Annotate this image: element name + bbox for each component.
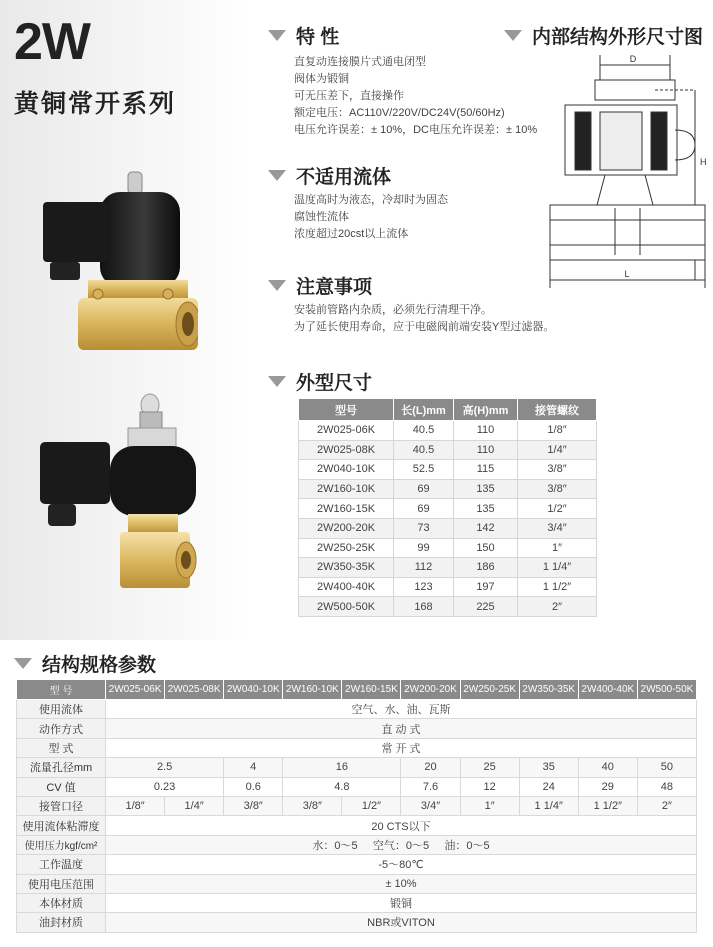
row-label: 使用流体粘滞度 xyxy=(17,816,106,835)
table-cell: 2W350-35K xyxy=(299,558,394,578)
table-cell: 1/4″ xyxy=(518,440,597,460)
triangle-icon xyxy=(504,30,522,41)
table-cell: 135 xyxy=(454,479,518,499)
table-cell: 29 xyxy=(578,777,637,796)
features-heading: 特 性 xyxy=(268,22,339,49)
table-cell: 2W500-50K xyxy=(299,597,394,617)
table-cell: 1″ xyxy=(460,796,519,815)
table-cell: 2W400-40K xyxy=(299,577,394,597)
table-cell: 48 xyxy=(637,777,696,796)
internal-structure-diagram xyxy=(545,50,710,290)
table-cell: 锻铜 xyxy=(106,893,697,912)
column-header: 长(L)mm xyxy=(394,399,454,421)
table-row xyxy=(17,738,697,757)
unsuitable-fluid-list: 温度高时为液态，冷却时为固态 腐蚀性流体 浓度超过20cst以上流体 xyxy=(294,194,448,240)
row-label: 使用流体 xyxy=(17,700,106,719)
table-cell: 3/8″ xyxy=(224,796,283,815)
table-row xyxy=(299,421,597,441)
table-cell: 2W040-10K xyxy=(299,460,394,480)
column-header: 2W500-50K xyxy=(637,680,696,700)
table-cell: 3/4″ xyxy=(518,518,597,538)
table-row xyxy=(17,855,697,874)
table-cell: 112 xyxy=(394,558,454,578)
column-header: 2W040-10K xyxy=(224,680,283,700)
table-row xyxy=(17,719,697,738)
triangle-icon xyxy=(268,376,286,387)
table-cell: 2.5 xyxy=(106,758,224,777)
table-cell: 1 1/2″ xyxy=(518,577,597,597)
row-label: CV 值 xyxy=(17,777,106,796)
table-cell: 24 xyxy=(519,777,578,796)
table-row xyxy=(17,816,697,835)
table-cell: 1 1/2″ xyxy=(578,796,637,815)
features-list: 直复动连接膜片式通电闭型 阀体为锻铜 可无压差下，直接操作 额定电压：AC110V/220V/DC24V(50/60Hz) 电压允许误差：± 10%，DC电压允许误差：± 10% xyxy=(294,56,538,136)
table-cell: 1/8″ xyxy=(106,796,165,815)
column-header: 接管螺纹 xyxy=(518,399,597,421)
table-cell: 12 xyxy=(460,777,519,796)
table-cell: 73 xyxy=(394,518,454,538)
table-cell: 40.5 xyxy=(394,421,454,441)
table-row xyxy=(299,460,597,480)
table-cell: 水：0～5 空气：0～5 油：0～5 xyxy=(106,835,697,854)
table-row xyxy=(17,796,697,815)
table-row xyxy=(299,538,597,558)
table-cell: 135 xyxy=(454,499,518,519)
table-cell: 2″ xyxy=(637,796,696,815)
column-header: 型 号 xyxy=(17,680,106,700)
column-header: 2W160-15K xyxy=(342,680,401,700)
table-cell: 2″ xyxy=(518,597,597,617)
table-row xyxy=(299,558,597,578)
column-header: 型号 xyxy=(299,399,394,421)
spec-table xyxy=(16,679,697,933)
table-cell: -5～80℃ xyxy=(106,855,697,874)
table-cell: 3/8″ xyxy=(518,479,597,499)
row-label: 本体材质 xyxy=(17,893,106,912)
table-row xyxy=(17,893,697,912)
table-cell: 4 xyxy=(224,758,283,777)
column-header: 2W025-08K xyxy=(165,680,224,700)
table-row xyxy=(299,577,597,597)
table-cell: 52.5 xyxy=(394,460,454,480)
table-cell: 150 xyxy=(454,538,518,558)
table-row xyxy=(299,479,597,499)
table-cell: 2W025-08K xyxy=(299,440,394,460)
table-cell: 空气、水、油、瓦斯 xyxy=(106,700,697,719)
table-cell: 186 xyxy=(454,558,518,578)
row-label: 流量孔径mm xyxy=(17,758,106,777)
row-label: 接管口径 xyxy=(17,796,106,815)
table-cell: 40 xyxy=(578,758,637,777)
table-cell: 168 xyxy=(394,597,454,617)
table-cell: 25 xyxy=(460,758,519,777)
table-cell: 7.6 xyxy=(401,777,460,796)
table-cell: 4.8 xyxy=(283,777,401,796)
table-cell: 1/2″ xyxy=(342,796,401,815)
table-row xyxy=(17,700,697,719)
table-cell: 1″ xyxy=(518,538,597,558)
triangle-icon xyxy=(268,30,286,41)
table-cell: 1/4″ xyxy=(165,796,224,815)
table-cell: 0.23 xyxy=(106,777,224,796)
table-row xyxy=(299,597,597,617)
table-cell: 99 xyxy=(394,538,454,558)
table-header-row xyxy=(17,680,697,700)
table-cell: 2W200-20K xyxy=(299,518,394,538)
column-header: 2W025-06K xyxy=(106,680,165,700)
row-label: 使用压力kgf/cm² xyxy=(17,835,106,854)
table-cell: 225 xyxy=(454,597,518,617)
table-row xyxy=(17,758,697,777)
table-row xyxy=(299,499,597,519)
table-cell: 20 CTS以下 xyxy=(106,816,697,835)
column-header: 2W160-10K xyxy=(283,680,342,700)
table-cell: 142 xyxy=(454,518,518,538)
table-cell: 2W160-15K xyxy=(299,499,394,519)
column-header: 2W400-40K xyxy=(578,680,637,700)
table-cell: 1/8″ xyxy=(518,421,597,441)
table-cell: 110 xyxy=(454,440,518,460)
table-cell: 115 xyxy=(454,460,518,480)
svg-text:H: H xyxy=(700,157,707,167)
table-row xyxy=(17,874,697,893)
table-cell: 0.6 xyxy=(224,777,283,796)
table-cell: 2W160-10K xyxy=(299,479,394,499)
table-cell: 3/8″ xyxy=(518,460,597,480)
table-header-row xyxy=(299,399,597,421)
row-label: 型 式 xyxy=(17,738,106,757)
svg-text:D: D xyxy=(629,54,637,64)
internal-structure-heading: 内部结构外形尺寸图 xyxy=(504,22,703,49)
dimensions-heading: 外型尺寸 xyxy=(268,368,372,395)
unsuitable-fluid-heading: 不适用流体 xyxy=(268,162,391,189)
table-row xyxy=(17,913,697,932)
spec-heading: 结构规格参数 xyxy=(14,650,156,677)
table-cell: 20 xyxy=(401,758,460,777)
table-cell: 直 动 式 xyxy=(106,719,697,738)
table-cell: 69 xyxy=(394,499,454,519)
column-header: 高(H)mm xyxy=(454,399,518,421)
series-title: 黄铜常开系列 xyxy=(14,90,177,118)
row-label: 使用电压范围 xyxy=(17,874,106,893)
table-row xyxy=(299,518,597,538)
notes-list: 安装前管路内杂质，必须先行清理干净。 为了延长使用寿命，应于电磁阀前端安装Y型过滤器。 xyxy=(294,304,555,333)
table-cell: 1 1/4″ xyxy=(518,558,597,578)
row-label: 动作方式 xyxy=(17,719,106,738)
svg-text:L: L xyxy=(624,269,630,279)
table-row xyxy=(17,835,697,854)
table-cell: 1 1/4″ xyxy=(519,796,578,815)
table-cell: 2W250-25K xyxy=(299,538,394,558)
table-cell: 110 xyxy=(454,421,518,441)
table-cell: ± 10% xyxy=(106,874,697,893)
dimensions-table xyxy=(298,398,597,617)
table-cell: 2W025-06K xyxy=(299,421,394,441)
table-cell: 69 xyxy=(394,479,454,499)
notes-heading: 注意事项 xyxy=(268,272,372,299)
row-label: 油封材质 xyxy=(17,913,106,932)
valve-photo-top xyxy=(28,162,198,372)
triangle-icon xyxy=(268,170,286,181)
valve-photo-bottom xyxy=(28,390,213,600)
table-row xyxy=(299,440,597,460)
table-cell: 123 xyxy=(394,577,454,597)
table-cell: 常 开 式 xyxy=(106,738,697,757)
triangle-icon xyxy=(268,280,286,291)
table-cell: 50 xyxy=(637,758,696,777)
table-cell: 197 xyxy=(454,577,518,597)
model-title: 2W xyxy=(14,13,90,71)
table-cell: 3/4″ xyxy=(401,796,460,815)
table-cell: 35 xyxy=(519,758,578,777)
table-cell: 40.5 xyxy=(394,440,454,460)
table-cell: 16 xyxy=(283,758,401,777)
column-header: 2W350-35K xyxy=(519,680,578,700)
table-cell: NBR或VITON xyxy=(106,913,697,932)
table-row xyxy=(17,777,697,796)
row-label: 工作温度 xyxy=(17,855,106,874)
column-header: 2W200-20K xyxy=(401,680,460,700)
column-header: 2W250-25K xyxy=(460,680,519,700)
triangle-icon xyxy=(14,658,32,669)
table-cell: 3/8″ xyxy=(283,796,342,815)
table-cell: 1/2″ xyxy=(518,499,597,519)
